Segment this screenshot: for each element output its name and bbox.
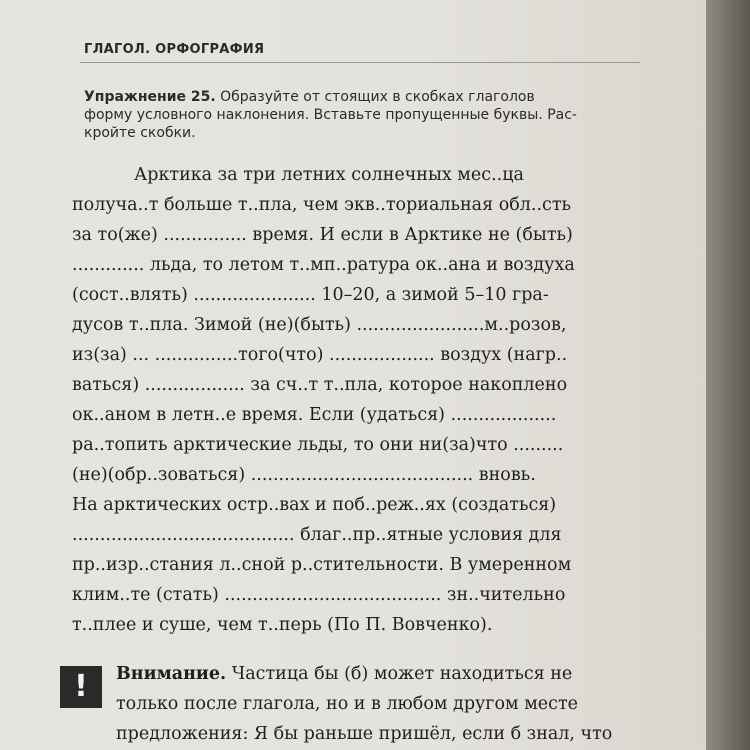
text-line: ........................................ благ..пр..ятные условия для [72, 525, 562, 545]
text-line: ра..топить арктические льды, то они ни(за)что ......... [72, 435, 564, 455]
exercise-text [72, 160, 692, 640]
text-line: т..плее и суше, чем т..перь (По П. Вовченко). [72, 615, 493, 635]
note-line-2: только после глагола, но и в любом другом месте [116, 694, 578, 714]
text-line: ок..аном в летн..е время. Если (удаться) ................... [72, 405, 557, 425]
attention-icon: ! [60, 666, 102, 708]
text-line: за то(же) ............... время. И если в Арктике не (быть) [72, 225, 573, 245]
note-line-3: предложения: Я бы раньше пришёл, если б знал, что [116, 724, 613, 744]
page-edge [706, 0, 750, 750]
text-line: ваться) .................. за сч..т т..пла, которое накоплено [72, 375, 568, 395]
exercise-task [84, 88, 659, 142]
header-rule [80, 62, 640, 63]
text-line: пр..изр..стания л..сной р..стительности. В умеренном [72, 555, 572, 575]
text-line: ............. льда, то летом т..мп..ратура ок..ана и воздуха [72, 255, 575, 275]
text-line: получа..т больше т..пла, чем экв..ториальная обл..сть [72, 195, 572, 215]
text-line: дусов т..пла. Зимой (не)(быть) .......................м..розов, [72, 315, 567, 335]
task-line-2: форму условного наклонения. Вставьте пропущенные буквы. Рас- [84, 107, 577, 123]
text-line: Арктика за три летних солнечных мес..ца [134, 165, 524, 185]
text-line: из(за) ... ...............того(что) ................... воздух (нагр.. [72, 345, 568, 365]
text-line: На арктических остр..вах и поб..реж..ях (создаться) [72, 495, 557, 515]
note-line-1: Частица бы (б) может находиться не [231, 664, 573, 684]
text-line: клим..те (стать) ....................................... зн..чительно [72, 585, 566, 605]
text-line: (не)(обр..зоваться) ........................................ вновь. [72, 465, 536, 485]
task-line-3: кройте скобки. [84, 125, 196, 141]
text-line: (сост..влять) ...................... 10–20, а зимой 5–10 гра- [72, 285, 549, 305]
attention-label: Внимание. [116, 664, 227, 684]
section-header: ГЛАГОЛ. ОРФОГРАФИЯ [84, 42, 265, 57]
exercise-title: Упражнение 25. [84, 89, 216, 105]
attention-note [116, 660, 706, 750]
task-line-1: Образуйте от стоящих в скобках глаголов [220, 89, 535, 105]
